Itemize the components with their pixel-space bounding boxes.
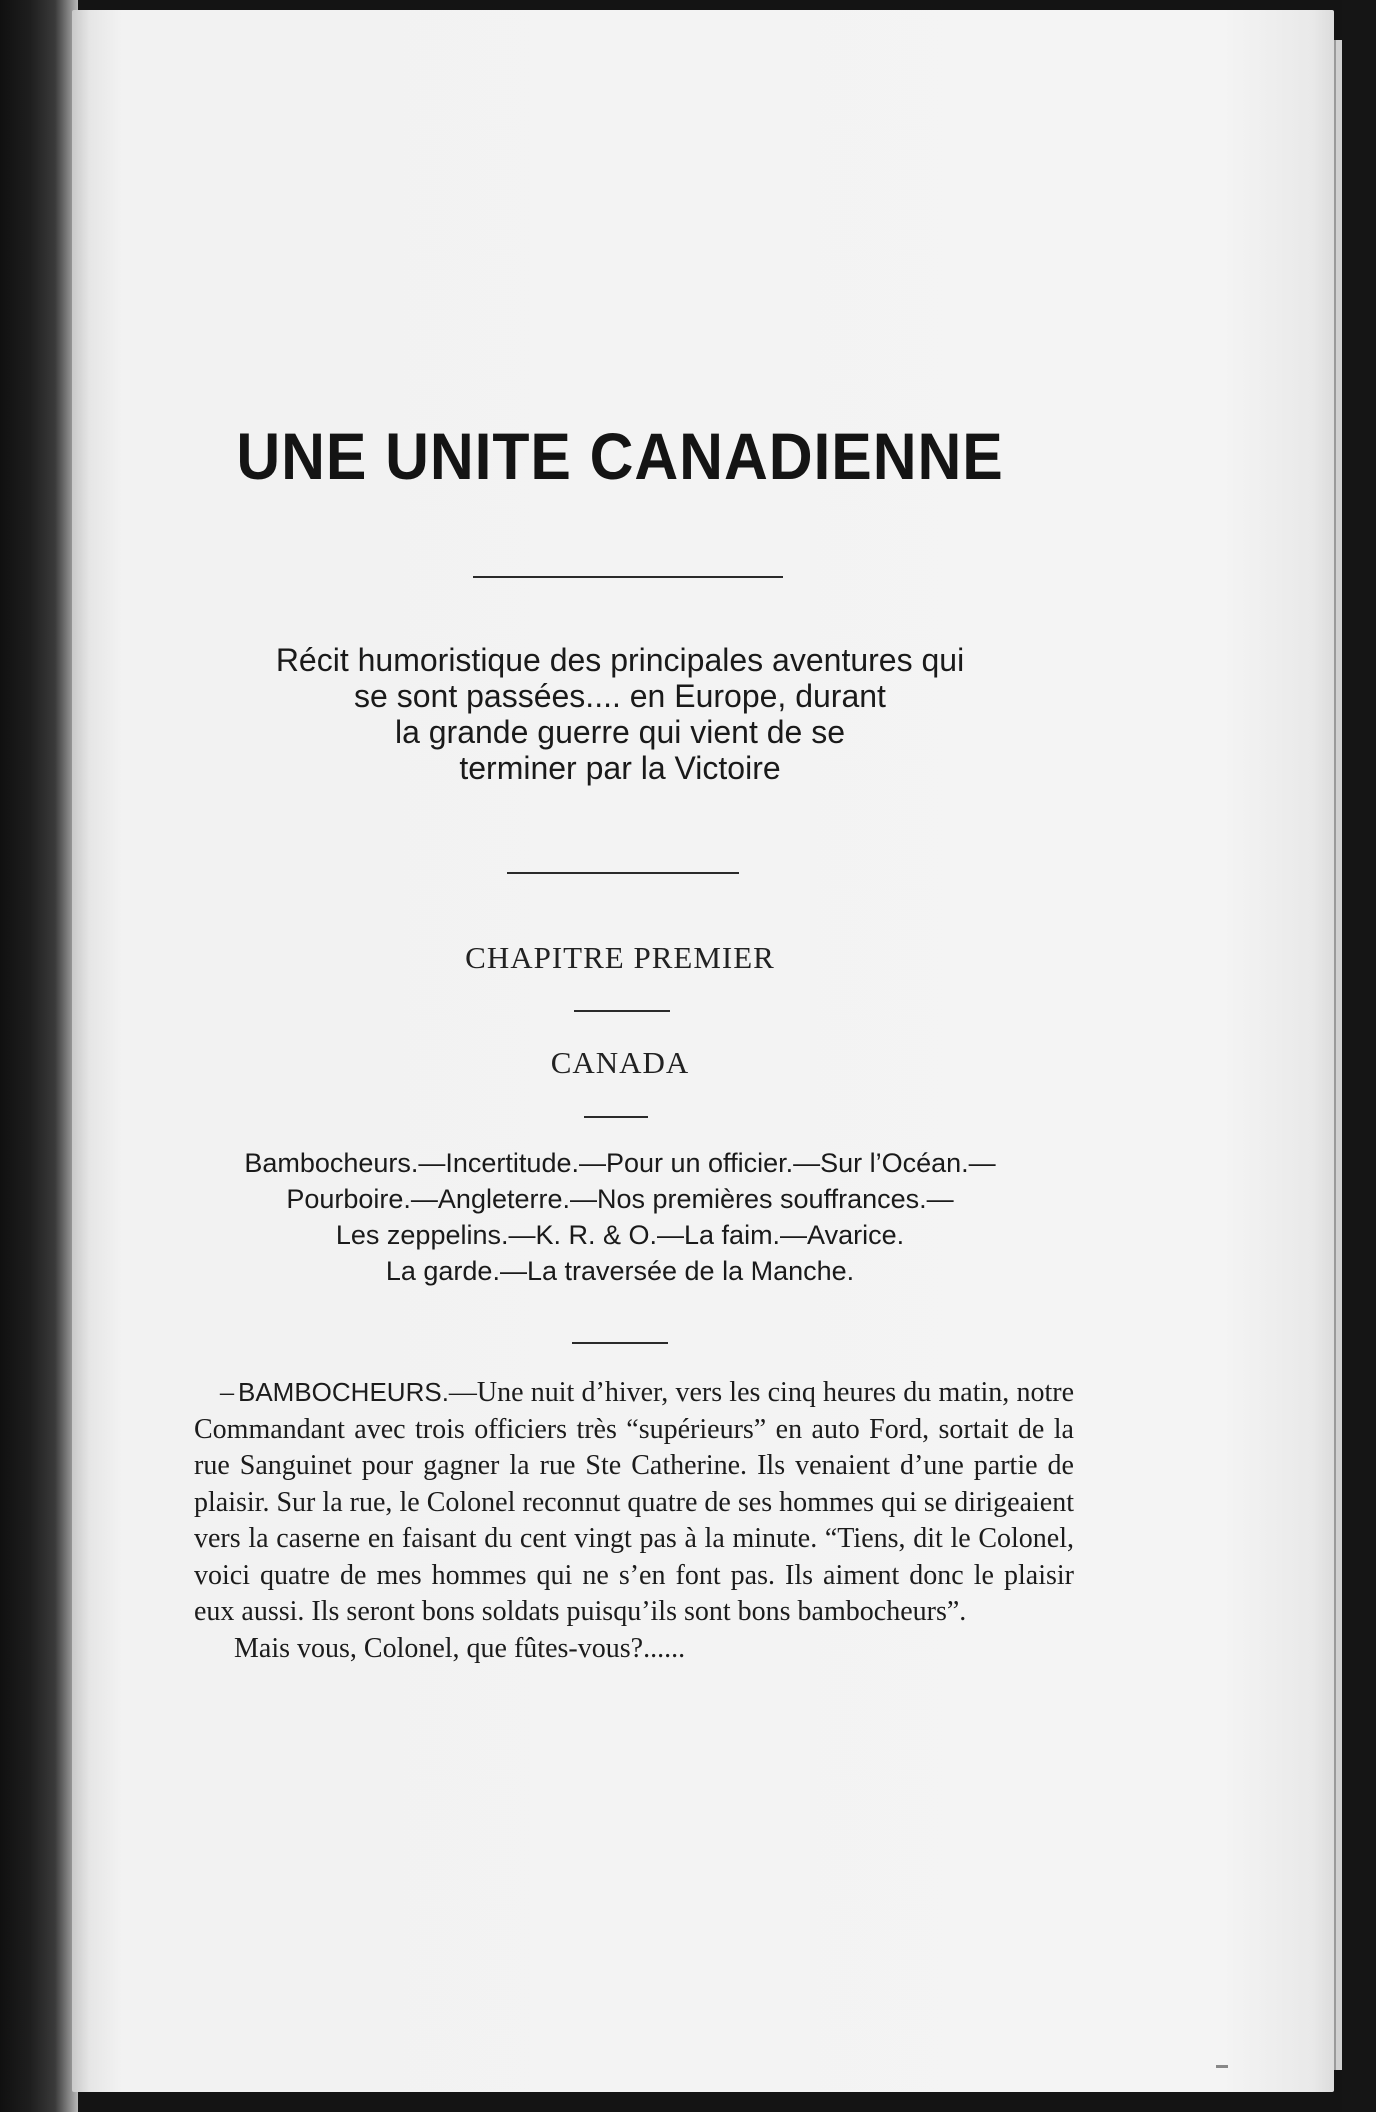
subtitle-line: terminer par la Victoire [459,750,781,786]
body-text [194,1374,1074,1667]
scan-mark [1216,2065,1228,2068]
summary-line: Pourboire.—Angleterre.—Nos premières souffrances.— [286,1184,954,1214]
subtitle-line: se sont passées.... en Europe, durant [354,678,886,714]
scan-border [1342,0,1376,2112]
paragraph [194,1374,1074,1631]
summary-line: Les zeppelins.—K. R. & O.—La faim.—Avarice. [335,1220,905,1250]
subtitle-divider [507,872,739,874]
chapter-title-divider [584,1116,648,1118]
paragraph-text: —Une nuit d’hiver, vers les cinq heures du matin, notre Commandant avec trois officiers très “supérieurs” en auto Ford, sortait de la rue Sanguinet pour gagner la rue Ste Catherine. Ils venaient d’une partie de plaisir. Sur la rue, le Colonel reconnut quatre de ses hommes qui se dirigeaient vers la caserne en faisant du cent vingt pas à la minute. “Tiens, dit le Colonel, voici quatre de mes hommes qui ne s’en font pas. Ils aiment donc le plaisir eux aussi. Ils seront bons soldats puisqu’ils sont bons bambocheurs”. [194,1377,1074,1627]
summary-line: La garde.—La traversée de la Manche. [385,1256,855,1286]
chapter-divider [574,1010,670,1012]
subtitle-line: Récit humoristique des principales aventures qui [275,642,965,678]
book-binding-shadow [0,0,78,2112]
chapter-summary [140,1145,1100,1289]
book-title: UNE UNITE CANADIENNE [236,419,1004,493]
paragraph-lead: BAMBOCHEURS. [238,1377,449,1407]
paragraph-text: Mais vous, Colonel, que fûtes-vous?...... [234,1632,686,1664]
subtitle [150,642,1090,786]
chapter-title: CANADA [550,1045,690,1080]
summary-divider [572,1342,668,1344]
summary-line: Bambocheurs.—Incertitude.—Pour un officier.—Sur l’Océan.— [244,1148,996,1178]
paragraph [194,1631,1074,1668]
chapter-heading: CHAPITRE PREMIER [465,940,775,975]
subtitle-line: la grande guerre qui vient de se [394,714,846,750]
lead-dash: – [220,1377,234,1408]
title-divider [473,576,783,578]
